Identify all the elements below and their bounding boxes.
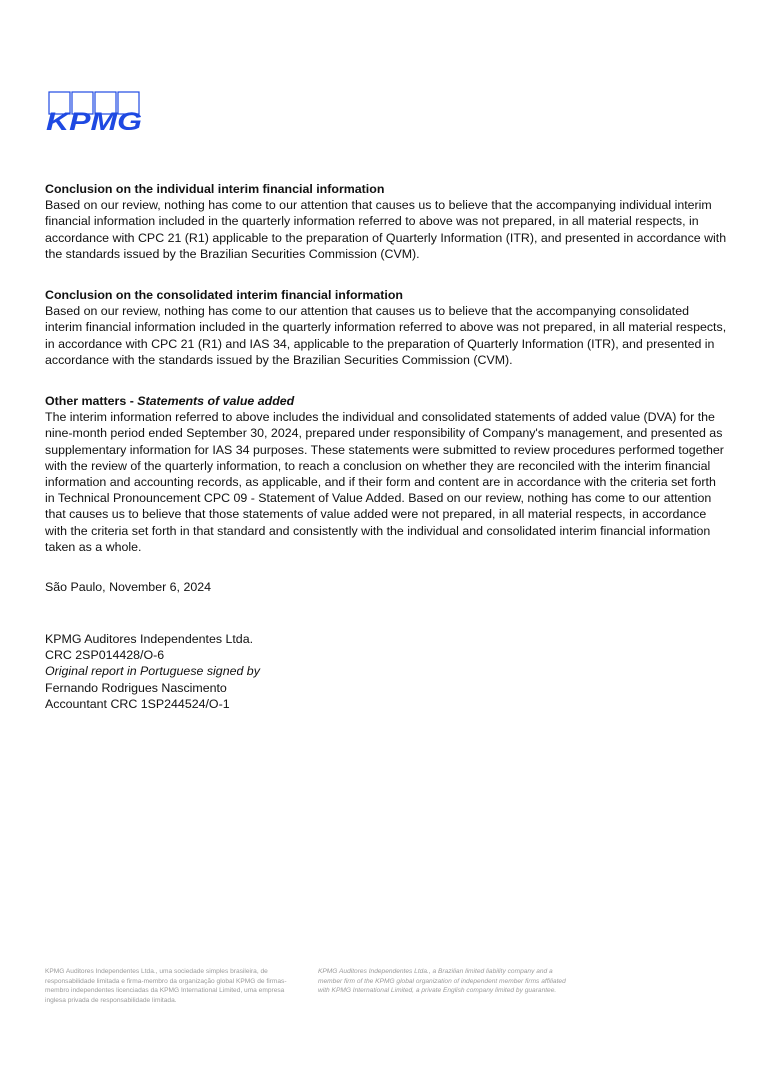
footer-english: KPMG Auditores Independentes Ltda., a Brazilian limited liability company and a member firm of the KPMG global organization of independent member firms affiliated with KPMG International Limited, a private English company limited by guarantee. bbox=[318, 968, 566, 995]
kpmg-logo bbox=[45, 91, 145, 132]
heading-text: Other matters - bbox=[45, 394, 138, 408]
heading-italic: Statements of value added bbox=[137, 394, 295, 408]
signature-firm: KPMG Auditores Independentes Ltda. bbox=[45, 632, 254, 646]
signature-block bbox=[45, 631, 727, 712]
signature-crc: CRC 2SP014428/O-6 bbox=[45, 648, 165, 663]
section-consolidated-conclusion bbox=[45, 287, 727, 368]
section-body: The interim information referred to above includes the individual and consolidated statements of added value (DVA) for the nine-month period ended September 30, 2024, prepared under responsibility of Company's management, and presented as supplementary information for IAS 34 purposes. These statements were submitted to review procedures performed together with the review of the quarterly information, to reach a conclusion on whether they are reconciled with the interim financial information and accounting records, as applicable, and if their form and content are in accordance with the criteria set forth in Technical Pronouncement CPC 09 - Statement of Value Added. Based on our review, nothing has come to our attention that causes us to believe that those statements of value added were not prepared, in all material respects, in accordance with the criteria set forth in that standard and consistently with the individual and consolidated interim financial information taken as a whole. bbox=[45, 410, 724, 554]
section-individual-conclusion bbox=[45, 181, 727, 262]
logo-text: KPMG bbox=[46, 108, 142, 132]
footer-portuguese: KPMG Auditores Independentes Ltda., uma sociedade simples brasileira, de responsabilidade limitada e firma-membro da organização global KPMG de firmas-membro independentes licenciadas da KPMG International Limited, uma empresa inglesa privada de responsabilidade limitada. bbox=[45, 968, 287, 1004]
section-heading: Conclusion on the consolidated interim financial information bbox=[45, 288, 403, 302]
section-body: Based on our review, nothing has come to our attention that causes us to believe that the accompanying consolidated interim financial information included in the quarterly information referred to above was not prepared, in all material respects, in accordance with CPC 21 (R1) and IAS 34, applicable to the preparation of Quarterly Information (ITR), and presented in accordance with the standards issued by the Brazilian Securities Commission (CVM). bbox=[45, 304, 727, 367]
section-other-matters bbox=[45, 393, 727, 555]
signature-note: Original report in Portuguese signed by bbox=[45, 664, 260, 679]
signature-accountant: Accountant CRC 1SP244524/O-1 bbox=[45, 696, 230, 711]
signature-name: Fernando Rodrigues Nascimento bbox=[45, 680, 227, 695]
place-date: São Paulo, November 6, 2024 bbox=[45, 580, 212, 594]
section-heading: Conclusion on the individual interim financial information bbox=[45, 182, 385, 196]
section-heading bbox=[45, 393, 727, 409]
section-body: Based on our review, nothing has come to our attention that causes us to believe that the accompanying individual interim financial information included in the quarterly information referred to above was not prepared, in all material respects, in accordance with CPC 21 (R1) applicable to the preparation of Quarterly Information (ITR), and presented in accordance with the standards issued by the Brazilian Securities Commission (CVM). bbox=[45, 198, 727, 261]
